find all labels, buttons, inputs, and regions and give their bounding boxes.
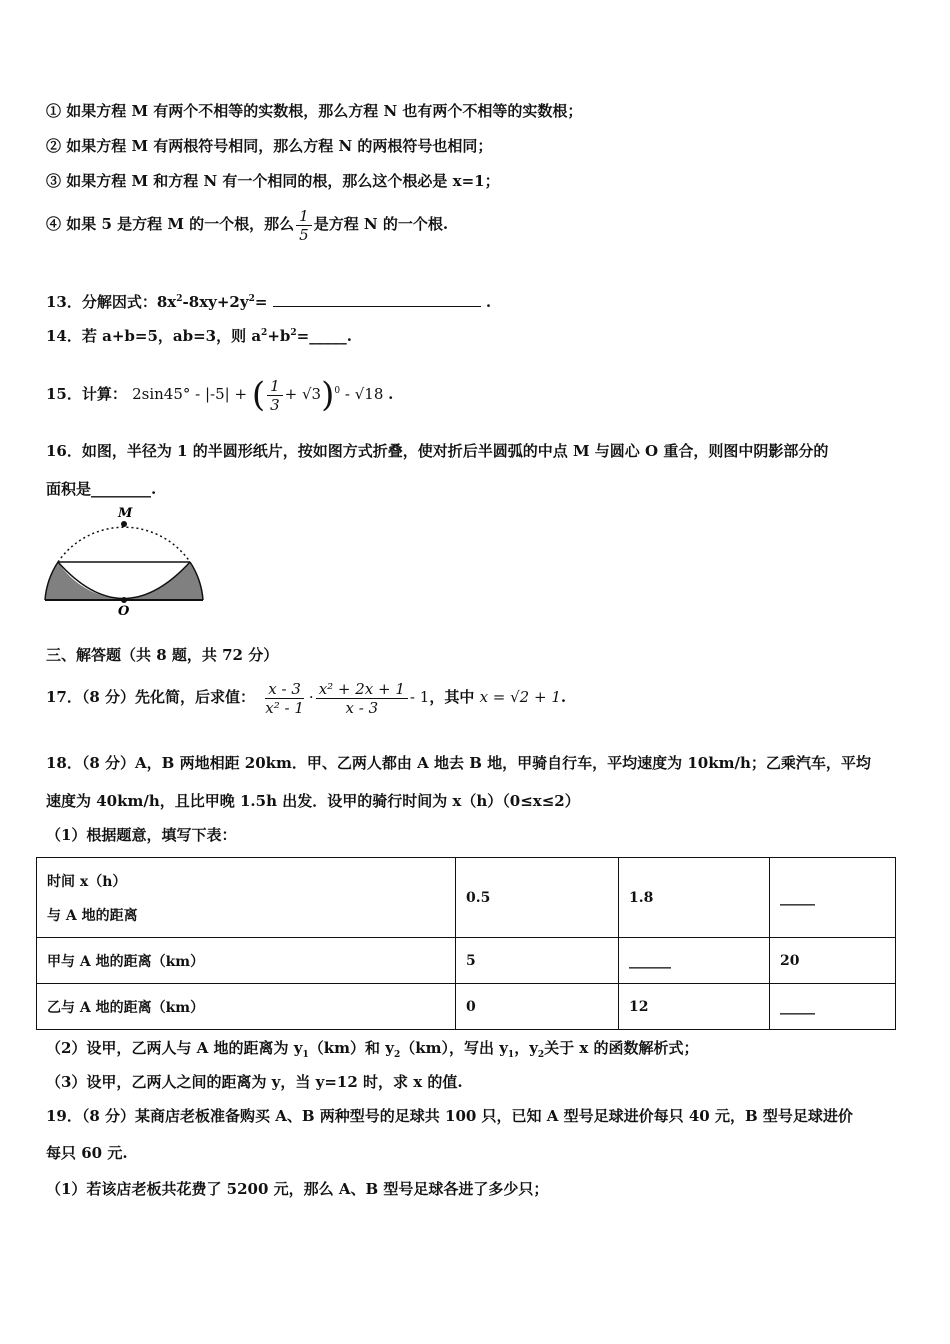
folded-semicircle-figure bbox=[40, 505, 210, 624]
label-o: O bbox=[118, 604, 130, 619]
table-header-cell: 时间 x（h） 与 A 地的距离 bbox=[37, 858, 456, 938]
q15-expression: 2sin45° - |-5| + ( $\frac{1}{3}$ + √3)$^0$ - √18 bbox=[132, 375, 384, 415]
q16-line-2: 面积是________. bbox=[46, 480, 157, 498]
q12-statement-2: ② 如果方程 M 有两根符号相同，那么方程 N 的两根符号也相同； bbox=[46, 137, 493, 155]
table-cell-blank[interactable]: _____ bbox=[770, 858, 896, 938]
q19-line-2: 每只 60 元. bbox=[46, 1144, 128, 1162]
answer-blank[interactable] bbox=[273, 292, 481, 307]
fraction-one-fifth: $\frac{1}{5}$ bbox=[296, 207, 312, 244]
q18-part-3: （3）设甲，乙两人之间的距离为 y，当 y=12 时，求 x 的值. bbox=[46, 1073, 463, 1091]
q15: 15．计算： 2sin45° - |-5| + ( $\frac{1}{3}$ + √3)$^0$ - √18 . bbox=[46, 375, 394, 415]
q14: 14．若 a+b=5，ab=3，则 $a^2+b^2=\_\_\_\_\_$. bbox=[46, 327, 352, 345]
table-row-label: 乙与 A 地的距离（km） bbox=[37, 984, 456, 1030]
table-cell-blank[interactable]: _____ bbox=[770, 984, 896, 1030]
q12-statement-4: ④ 如果 5 是方程 M 的一个根，那么 $\frac{1}{5}$ 是方程 N 的一个根. bbox=[46, 206, 449, 244]
q12-statement-1: ① 如果方程 M 有两个不相等的实数根，那么方程 N 也有两个不相等的实数根； bbox=[46, 102, 583, 120]
label-m: M bbox=[118, 506, 133, 521]
q17: 17．（8 分）先化简，后求值： $\frac{x - 3}{\text{x² - 1}}$ · $\frac{\text{x² + 2x + 1}}{x - 3}$ - 1，其中 x = √2 + 1. bbox=[46, 679, 567, 717]
table-cell: 20 bbox=[770, 938, 896, 984]
section-3-heading: 三、解答题（共 8 题，共 72 分） bbox=[46, 646, 279, 664]
q16-line-1: 16．如图，半径为 1 的半圆形纸片，按如图方式折叠，使对折后半圆弧的中点 M 与圆心 O 重合，则图中阴影部分的 bbox=[46, 442, 829, 460]
q18-part-1: （1）根据题意，填写下表： bbox=[46, 826, 237, 844]
q12-statement-3: ③ 如果方程 M 和方程 N 有一个相同的根，那么这个根必是 x=1； bbox=[46, 172, 500, 190]
q18-line-1: 18．（8 分）A，B 两地相距 20km．甲、乙两人都由 A 地去 B 地，甲骑自行车，平均速度为 10km/h；乙乘汽车，平均 bbox=[46, 754, 871, 772]
q13: 13．分解因式：$8x^2-8xy+2y^2=$ . bbox=[46, 293, 492, 311]
q19-line-1: 19．（8 分）某商店老板准备购买 A、B 两种型号的足球共 100 只，已知 A 型号足球进价每只 40 元，B 型号足球进价 bbox=[46, 1107, 853, 1125]
table-cell: 12 bbox=[619, 984, 770, 1030]
table-cell: 0 bbox=[456, 984, 619, 1030]
q19-part-1: （1）若该店老板共花费了 5200 元，那么 A、B 型号足球各进了多少只； bbox=[46, 1180, 549, 1198]
table-cell: 0.5 bbox=[456, 858, 619, 938]
table-cell: 1.8 bbox=[619, 858, 770, 938]
q18-line-2: 速度为 40km/h，且比甲晚 1.5h 出发．设甲的骑行时间为 x（h）（0≤x≤2） bbox=[46, 792, 580, 810]
table-cell-blank[interactable]: ______ bbox=[619, 938, 770, 984]
q18-part-2: （2）设甲，乙两人与 A 地的距离为 $y_1(km)$和 $y_2(km)$，写出 $y_1$，$y_2$关于 x 的函数解析式； bbox=[46, 1039, 699, 1060]
q18-table bbox=[36, 857, 896, 1030]
table-cell: 5 bbox=[456, 938, 619, 984]
table-row-label: 甲与 A 地的距离（km） bbox=[37, 938, 456, 984]
